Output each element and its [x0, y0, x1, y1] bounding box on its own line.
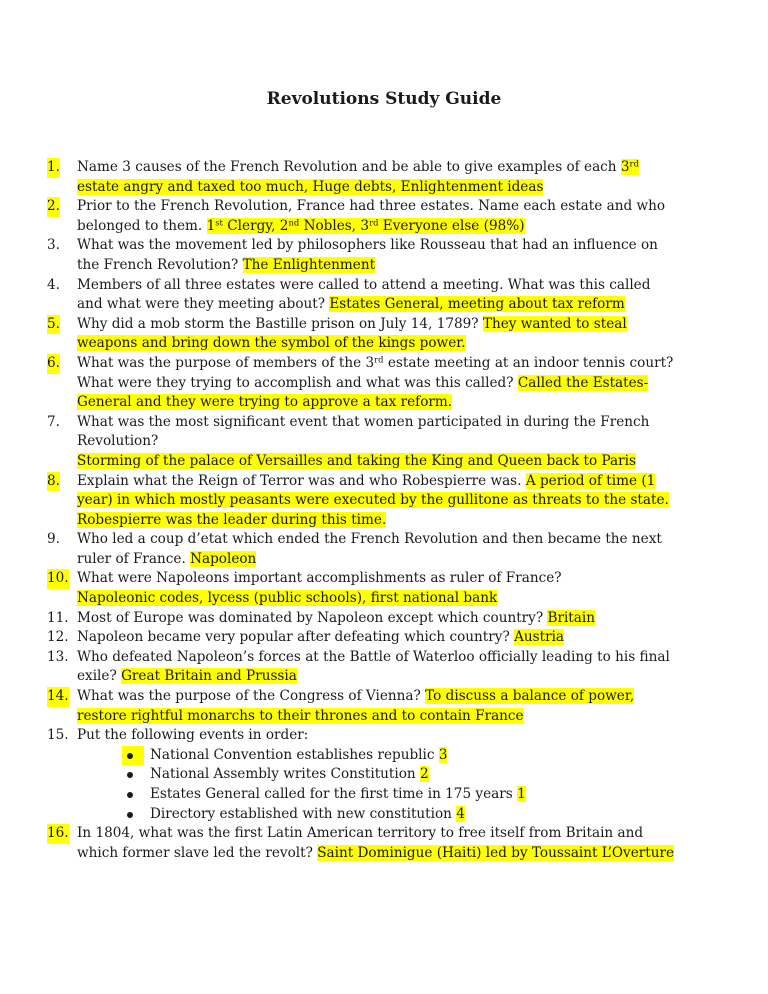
question-number: 11. [47, 609, 69, 626]
question-5 [47, 315, 679, 354]
bullet-icon [127, 792, 133, 798]
event-item [125, 785, 679, 805]
answer-text: Britain [547, 609, 595, 626]
answer-text: Saint Dominigue (Haiti) led by Toussaint L’Overture [317, 844, 675, 861]
question-10 [47, 569, 679, 608]
question-list [47, 158, 679, 863]
answer-text: 3rd [620, 158, 639, 175]
page-title: Revolutions Study Guide [266, 89, 502, 109]
question-number: 3. [47, 237, 60, 254]
event-order-answer: 3 [438, 746, 448, 763]
bullet-icon [127, 812, 133, 818]
answer-text: The Enlightenment [242, 256, 376, 273]
question-12 [47, 628, 679, 648]
question-number: 10. [47, 569, 69, 589]
question-8 [47, 472, 679, 531]
question-text: Most of Europe was dominated by Napoleon except which country? [77, 609, 548, 626]
question-number: 6. [47, 354, 60, 374]
event-text: National Assembly writes Constitution [150, 766, 420, 783]
question-2 [47, 197, 679, 236]
answer-text: They wanted to steal weapons and bring down the symbol of the kings power. [77, 315, 627, 352]
question-text: What was the most significant event that women participated in during the French Revolution? [77, 413, 650, 450]
question-number: 9. [47, 531, 60, 548]
question-text: Prior to the French Revolution, France had three estates. Name each estate and who belonged to them. [77, 198, 666, 234]
question-14 [47, 687, 679, 726]
event-text: Directory established with new constitution [150, 805, 457, 822]
question-number: 5. [47, 315, 60, 335]
question-11 [47, 609, 679, 629]
question-text: Put the following events in order: [77, 727, 309, 744]
event-order-answer: 4 [456, 805, 465, 822]
question-text: Name 3 causes of the French Revolution and be able to give examples of each [77, 159, 621, 175]
bullet-icon [127, 772, 133, 778]
question-9 [47, 530, 679, 569]
answer-text: 1st Clergy, 2nd Nobles, 3rd Everyone else (98%) [206, 217, 525, 234]
question-13 [47, 648, 679, 687]
answer-text: A period of time (1 year) in which mostly peasants were executed by the gullitone as threats to the state. Robespierre was the leader during this time. [77, 472, 669, 528]
question-text: Explain what the Reign of Terror was and who Robespierre was. [77, 472, 526, 489]
event-order-list [77, 746, 679, 824]
question-number: 7. [47, 413, 60, 430]
answer-text: To discuss a balance of power, restore rightful monarchs to their thrones and to contain France [77, 688, 635, 724]
question-number: 13. [47, 648, 69, 665]
question-text: What were Napoleons important accomplishments as ruler of France? [77, 570, 562, 587]
question-text: Why did a mob storm the Bastille prison on July 14, 1789? [77, 315, 483, 332]
answer-text: Napoleon [190, 550, 257, 567]
question-text: What was the purpose of the Congress of Vienna? [77, 688, 426, 705]
answer-text: Austria [514, 629, 565, 646]
event-text: National Convention establishes republic [150, 746, 439, 763]
question-text: In 1804, what was the first Latin American territory to free itself from Britain and which former slave led the revolt? [77, 825, 644, 861]
bullet-highlight [122, 746, 144, 766]
event-item [125, 805, 679, 825]
answer-text: estate angry and taxed too much, Huge debts, Enlightenment ideas [77, 178, 544, 195]
question-16 [47, 824, 679, 863]
event-item [125, 765, 679, 785]
question-1 [47, 158, 679, 197]
question-text: What was the purpose of members of the 3rd estate meeting at an indoor tennis court? What were they trying to accomplish and what was this called? [77, 354, 674, 391]
question-6 [47, 354, 679, 413]
question-number: 2. [47, 197, 60, 217]
question-4 [47, 276, 679, 315]
question-15 [47, 726, 679, 824]
question-number: 1. [47, 158, 60, 178]
answer-text: Napoleonic codes, lycess (public schools), first national bank [77, 590, 498, 607]
question-7 [47, 413, 679, 472]
question-number: 16. [47, 824, 69, 844]
question-number: 15. [47, 727, 69, 744]
question-number: 12. [47, 629, 69, 646]
answer-text: Called the Estates-General and they were trying to approve a tax reform. [77, 374, 649, 411]
event-text: Estates General called for the first time in 175 years [150, 786, 518, 802]
question-text: Members of all three estates were called to attend a meeting. What was this called and what were they meeting about? [77, 276, 651, 313]
question-3 [47, 236, 679, 275]
question-text: What was the movement led by philosophers like Rousseau that had an influence on the French Revolution? [77, 237, 658, 273]
event-order-answer: 1 [517, 786, 526, 802]
question-number: 4. [47, 276, 60, 293]
bullet-icon [127, 753, 133, 759]
event-item [125, 746, 679, 766]
answer-text: Estates General, meeting about tax reform [329, 296, 625, 313]
event-order-answer: 2 [419, 766, 429, 783]
question-number: 14. [47, 687, 69, 707]
question-text: Who led a coup d’etat which ended the French Revolution and then became the next ruler of France. [77, 531, 662, 567]
question-number: 8. [47, 472, 60, 492]
question-text: Napoleon became very popular after defeating which country? [77, 629, 515, 646]
question-text: Who defeated Napoleon’s forces at the Battle of Waterloo officially leading to his final exile? [77, 648, 670, 685]
answer-text: Great Britain and Prussia [121, 668, 297, 685]
answer-text: Storming of the palace of Versailles and taking the King and Queen back to Paris [77, 452, 636, 469]
